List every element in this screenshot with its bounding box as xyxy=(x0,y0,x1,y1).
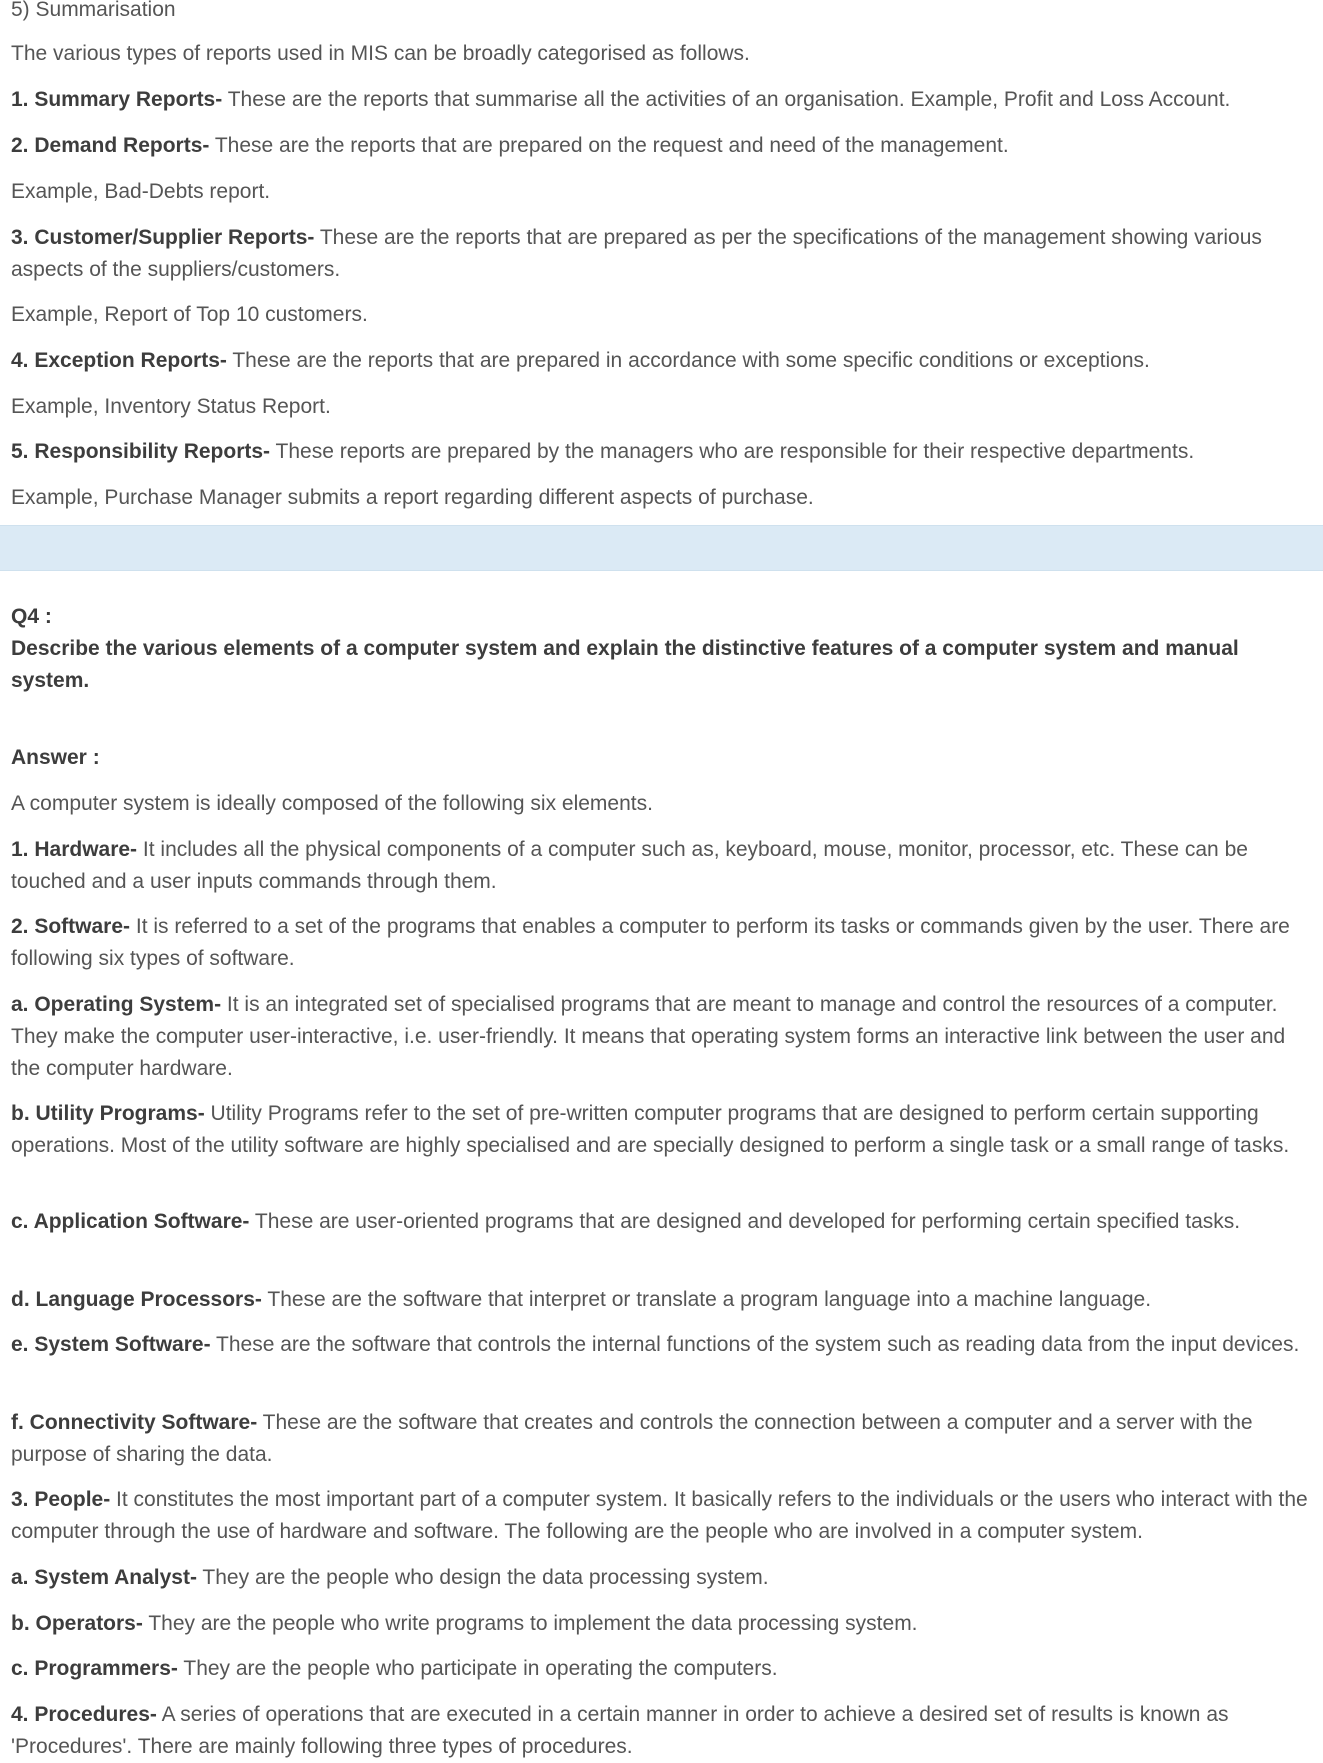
list-item xyxy=(11,1608,1311,1640)
list-item xyxy=(11,911,1311,975)
list-item xyxy=(11,1098,1311,1162)
item-text: These are the software that controls the internal functions of the system such as reading data from the input devices. xyxy=(210,1333,1300,1356)
list-item xyxy=(11,989,1311,1085)
item-text: These are the reports that are prepared as per the specifications of the management showing various aspects of the suppliers/customers. xyxy=(11,226,1262,281)
item-term: 2. Demand Reports- xyxy=(11,134,210,157)
item-term: c. Programmers- xyxy=(11,1657,178,1680)
item-term: a. Operating System- xyxy=(11,993,222,1016)
list-item xyxy=(11,1284,1311,1316)
answer-label: Answer : xyxy=(11,746,100,769)
item-term: 2. Software- xyxy=(11,915,131,938)
list-item xyxy=(11,1329,1311,1361)
item-term: a. System Analyst- xyxy=(11,1566,197,1589)
example-line: Example, Purchase Manager submits a report regarding different aspects of purchase. xyxy=(11,486,814,509)
item-text: These are the reports that summarise all the activities of an organisation. Example, Profit and Loss Account. xyxy=(222,88,1231,111)
item-term: c. Application Software- xyxy=(11,1210,250,1233)
example-line: Example, Bad-Debts report. xyxy=(11,180,271,203)
list-item xyxy=(11,1699,1311,1763)
item-text: These reports are prepared by the managers who are responsible for their respective departments. xyxy=(270,440,1195,463)
item-text: It is referred to a set of the programs that enables a computer to perform its tasks or commands given by the user. There are following six types of software. xyxy=(11,915,1290,970)
answer-intro: A computer system is ideally composed of the following six elements. xyxy=(11,792,653,815)
item-text: Utility Programs refer to the set of pre-written computer programs that are designed to perform certain supporting operations. Most of the utility software are highly specialised and are specially designed to perform a single task or a small range of tasks. xyxy=(11,1102,1290,1157)
question-label: Q4 : xyxy=(11,605,52,628)
list-item xyxy=(11,436,1311,468)
example-line: Example, Report of Top 10 customers. xyxy=(11,303,368,326)
item-term: 4. Exception Reports- xyxy=(11,349,227,372)
list-item xyxy=(11,1206,1311,1238)
item-text: A series of operations that are executed in a certain manner in order to achieve a desired set of results is known as 'Procedures'. There are mainly following three types of procedures. xyxy=(11,1703,1229,1758)
item-text: These are the reports that are prepared on the request and need of the management. xyxy=(209,134,1009,157)
list-item xyxy=(11,345,1311,377)
list-item xyxy=(11,1407,1311,1471)
item-text: These are the reports that are prepared in accordance with some specific conditions or exceptions. xyxy=(226,349,1150,372)
item-term: 4. Procedures- xyxy=(11,1703,157,1726)
item-term: 1. Hardware- xyxy=(11,838,138,861)
item-text: They are the people who participate in operating the computers. xyxy=(177,1657,778,1680)
item-text: These are user-oriented programs that are designed and developed for performing certain specified tasks. xyxy=(249,1210,1241,1233)
item-text: It includes all the physical components of a computer such as, keyboard, mouse, monitor, processor, etc. These can be touched and a user inputs commands through them. xyxy=(11,838,1248,893)
list-item xyxy=(11,222,1311,286)
item-text: These are the software that creates and controls the connection between a computer and a server with the purpose of sharing the data. xyxy=(11,1411,1253,1466)
example-line: Example, Inventory Status Report. xyxy=(11,395,331,418)
item-term: 3. Customer/Supplier Reports- xyxy=(11,226,315,249)
list-item xyxy=(11,1562,1311,1594)
list-item xyxy=(11,1653,1311,1685)
list-item xyxy=(11,1484,1311,1548)
section-heading: 5) Summarisation xyxy=(11,0,176,21)
item-term: f. Connectivity Software- xyxy=(11,1411,258,1434)
item-text: These are the software that interpret or translate a program language into a machine language. xyxy=(261,1288,1152,1311)
item-text: They are the people who design the data processing system. xyxy=(196,1566,769,1589)
item-term: 3. People- xyxy=(11,1488,111,1511)
list-item xyxy=(11,130,1311,162)
item-term: e. System Software- xyxy=(11,1333,211,1356)
list-item xyxy=(11,84,1311,116)
item-text: It constitutes the most important part of a computer system. It basically refers to the individuals or the users who interact with the computer through the use of hardware and software. The following are the people who are involved in a computer system. xyxy=(11,1488,1308,1543)
item-text: They are the people who write programs to implement the data processing system. xyxy=(142,1612,918,1635)
section-divider-band xyxy=(0,525,1323,571)
item-term: d. Language Processors- xyxy=(11,1288,262,1311)
item-term: 1. Summary Reports- xyxy=(11,88,223,111)
section-intro: The various types of reports used in MIS can be broadly categorised as follows. xyxy=(11,42,750,65)
list-item xyxy=(11,834,1311,898)
item-text: It is an integrated set of specialised programs that are meant to manage and control the resources of a computer. They make the computer user-interactive, i.e. user-friendly. It means that operating system forms an interactive link between the user and the computer hardware. xyxy=(11,993,1286,1080)
item-term: 5. Responsibility Reports- xyxy=(11,440,271,463)
item-term: b. Operators- xyxy=(11,1612,143,1635)
question-text: Describe the various elements of a computer system and explain the distinctive features of a computer system and manual system. xyxy=(11,637,1239,692)
item-term: b. Utility Programs- xyxy=(11,1102,205,1125)
